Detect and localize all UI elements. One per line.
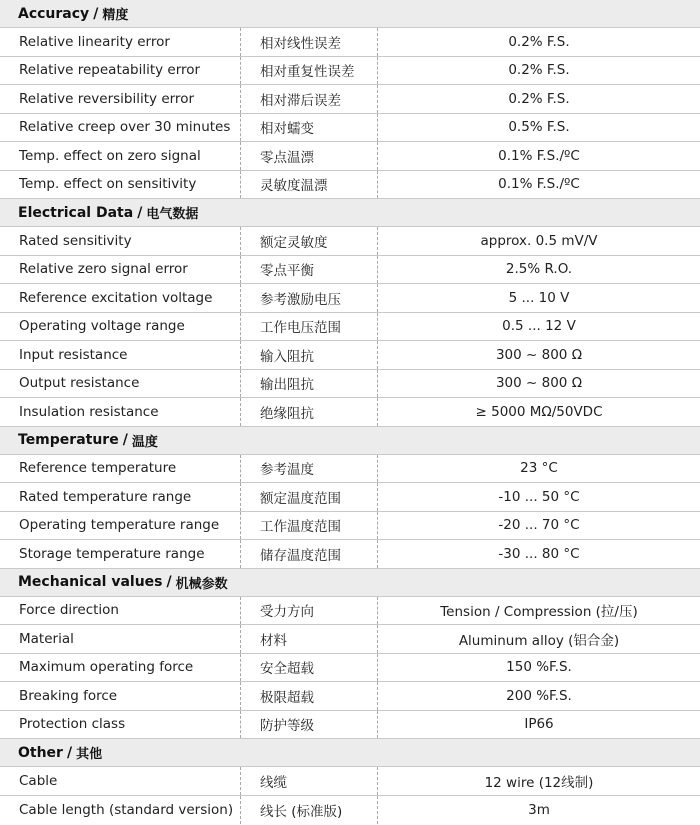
section-header	[0, 199, 700, 227]
param-value: approx. 0.5 mV/V	[377, 227, 700, 255]
section-title-separator: /	[137, 204, 143, 221]
param-name-cn: 极限超载	[240, 682, 377, 710]
param-name-en: Maximum operating force	[19, 659, 194, 676]
param-name-cn: 相对滞后误差	[240, 85, 377, 113]
param-name-en: Input resistance	[19, 346, 128, 363]
param-name-en: Output resistance	[19, 375, 140, 392]
table-row	[0, 682, 700, 711]
param-value: 23 °C	[377, 455, 700, 483]
param-name-en: Relative creep over 30 minutes	[19, 119, 231, 136]
section-header	[0, 569, 700, 597]
table-row	[0, 512, 700, 541]
section-title-en: Mechanical values	[18, 574, 163, 590]
param-name-cn: 零点温漂	[240, 142, 377, 170]
table-row	[0, 625, 700, 654]
param-name-cn: 参考激励电压	[240, 284, 377, 312]
param-name-cn: 输出阻抗	[240, 370, 377, 398]
table-row	[0, 341, 700, 370]
param-name-en: Storage temperature range	[19, 545, 205, 562]
param-name-cn: 储存温度范围	[240, 540, 377, 568]
table-row	[0, 767, 700, 796]
param-name-en: Reference temperature	[19, 460, 177, 477]
section-title-separator: /	[93, 5, 99, 22]
table-row	[0, 284, 700, 313]
param-name-en: Material	[19, 630, 74, 647]
param-value: -20 ... 70 °C	[377, 512, 700, 540]
param-value: Aluminum alloy (铝合金)	[377, 625, 700, 653]
param-name-en: Operating temperature range	[19, 517, 220, 534]
section-title-en: Temperature	[18, 432, 119, 448]
param-name-cn: 线长 (标准版)	[240, 796, 377, 825]
param-name-cn: 安全超载	[240, 654, 377, 682]
param-name-en: Relative reversibility error	[19, 90, 194, 107]
table-row	[0, 57, 700, 86]
param-name-en: Relative linearity error	[19, 33, 170, 50]
param-value: IP66	[377, 711, 700, 739]
section-title-en: Electrical Data	[18, 204, 134, 221]
param-name-cn: 零点平衡	[240, 256, 377, 284]
param-name-cn: 绝缘阻抗	[240, 398, 377, 426]
param-name-cn: 受力方向	[240, 597, 377, 625]
param-value: Tension / Compression (拉/压)	[377, 597, 700, 625]
param-name-en: Force direction	[19, 602, 119, 619]
param-value: 300 ~ 800 Ω	[377, 341, 700, 369]
param-value: 0.2% F.S.	[377, 57, 700, 85]
param-value: 0.2% F.S.	[377, 28, 700, 56]
table-row	[0, 142, 700, 171]
section-title-cn: 温度	[131, 434, 158, 450]
param-name-cn: 工作温度范围	[240, 512, 377, 540]
param-name-en: Temp. effect on sensitivity	[19, 176, 197, 193]
param-value: 300 ~ 800 Ω	[377, 370, 700, 398]
param-value: 5 ... 10 V	[377, 284, 700, 312]
table-row	[0, 256, 700, 285]
param-value: 0.5% F.S.	[377, 114, 700, 142]
param-name-cn: 额定灵敏度	[240, 227, 377, 255]
param-value: 12 wire (12线制)	[377, 767, 700, 795]
param-name-en: Cable length (standard version)	[19, 801, 234, 818]
table-row	[0, 796, 700, 825]
param-name-cn: 参考温度	[240, 455, 377, 483]
param-name-en: Operating voltage range	[19, 318, 185, 335]
section-header	[0, 0, 700, 28]
table-row	[0, 114, 700, 143]
section-title-separator: /	[166, 574, 172, 590]
param-name-en: Insulation resistance	[19, 403, 159, 420]
param-name-en: Relative repeatability error	[19, 62, 201, 79]
param-name-cn: 工作电压范围	[240, 313, 377, 341]
param-name-en: Rated temperature range	[19, 488, 192, 505]
param-value: ≥ 5000 MΩ/50VDC	[377, 398, 700, 426]
table-row	[0, 398, 700, 427]
param-name-en: Protection class	[19, 716, 126, 733]
section-title-separator: /	[66, 744, 73, 761]
section-header	[0, 739, 700, 767]
section-title-separator: /	[122, 432, 128, 448]
table-row	[0, 313, 700, 342]
param-name-en: Relative zero signal error	[19, 261, 188, 278]
param-name-cn: 线缆	[240, 767, 377, 795]
param-name-cn: 防护等级	[240, 711, 377, 739]
table-row	[0, 370, 700, 399]
param-value: 2.5% R.O.	[377, 256, 700, 284]
param-name-cn: 输入阻抗	[240, 341, 377, 369]
param-value: 0.1% F.S./ºC	[377, 142, 700, 170]
param-value: -10 ... 50 °C	[377, 483, 700, 511]
table-row	[0, 455, 700, 484]
table-row	[0, 171, 700, 200]
table-row	[0, 483, 700, 512]
section-title-cn: 精度	[102, 8, 129, 23]
table-row	[0, 654, 700, 683]
section-title-cn: 其他	[76, 747, 103, 762]
param-name-cn: 相对蠕变	[240, 114, 377, 142]
param-value: 0.1% F.S./ºC	[377, 171, 700, 199]
param-value: 150 %F.S.	[377, 654, 700, 682]
param-name-cn: 材料	[240, 625, 377, 653]
section-title-en: Accuracy	[18, 5, 90, 22]
param-name-cn: 相对线性误差	[240, 28, 377, 56]
param-name-en: Breaking force	[19, 687, 118, 704]
section-title-en: Other	[18, 744, 63, 761]
param-name-en: Temp. effect on zero signal	[19, 147, 201, 164]
param-value: 3m	[377, 796, 700, 825]
param-name-en: Rated sensitivity	[19, 232, 132, 249]
param-value: -30 ... 80 °C	[377, 540, 700, 568]
table-row	[0, 85, 700, 114]
table-row	[0, 227, 700, 256]
section-title-cn: 机械参数	[175, 576, 228, 592]
param-name-en: Cable	[19, 772, 58, 789]
param-value: 0.2% F.S.	[377, 85, 700, 113]
param-value: 200 %F.S.	[377, 682, 700, 710]
table-row	[0, 540, 700, 569]
param-name-en: Reference excitation voltage	[19, 289, 213, 306]
table-row	[0, 597, 700, 626]
section-header	[0, 427, 700, 455]
param-name-cn: 灵敏度温漂	[240, 171, 377, 199]
table-row	[0, 711, 700, 740]
param-value: 0.5 ... 12 V	[377, 313, 700, 341]
param-name-cn: 额定温度范围	[240, 483, 377, 511]
param-name-cn: 相对重复性误差	[240, 57, 377, 85]
section-title-cn: 电气数据	[146, 207, 199, 222]
table-row	[0, 28, 700, 57]
